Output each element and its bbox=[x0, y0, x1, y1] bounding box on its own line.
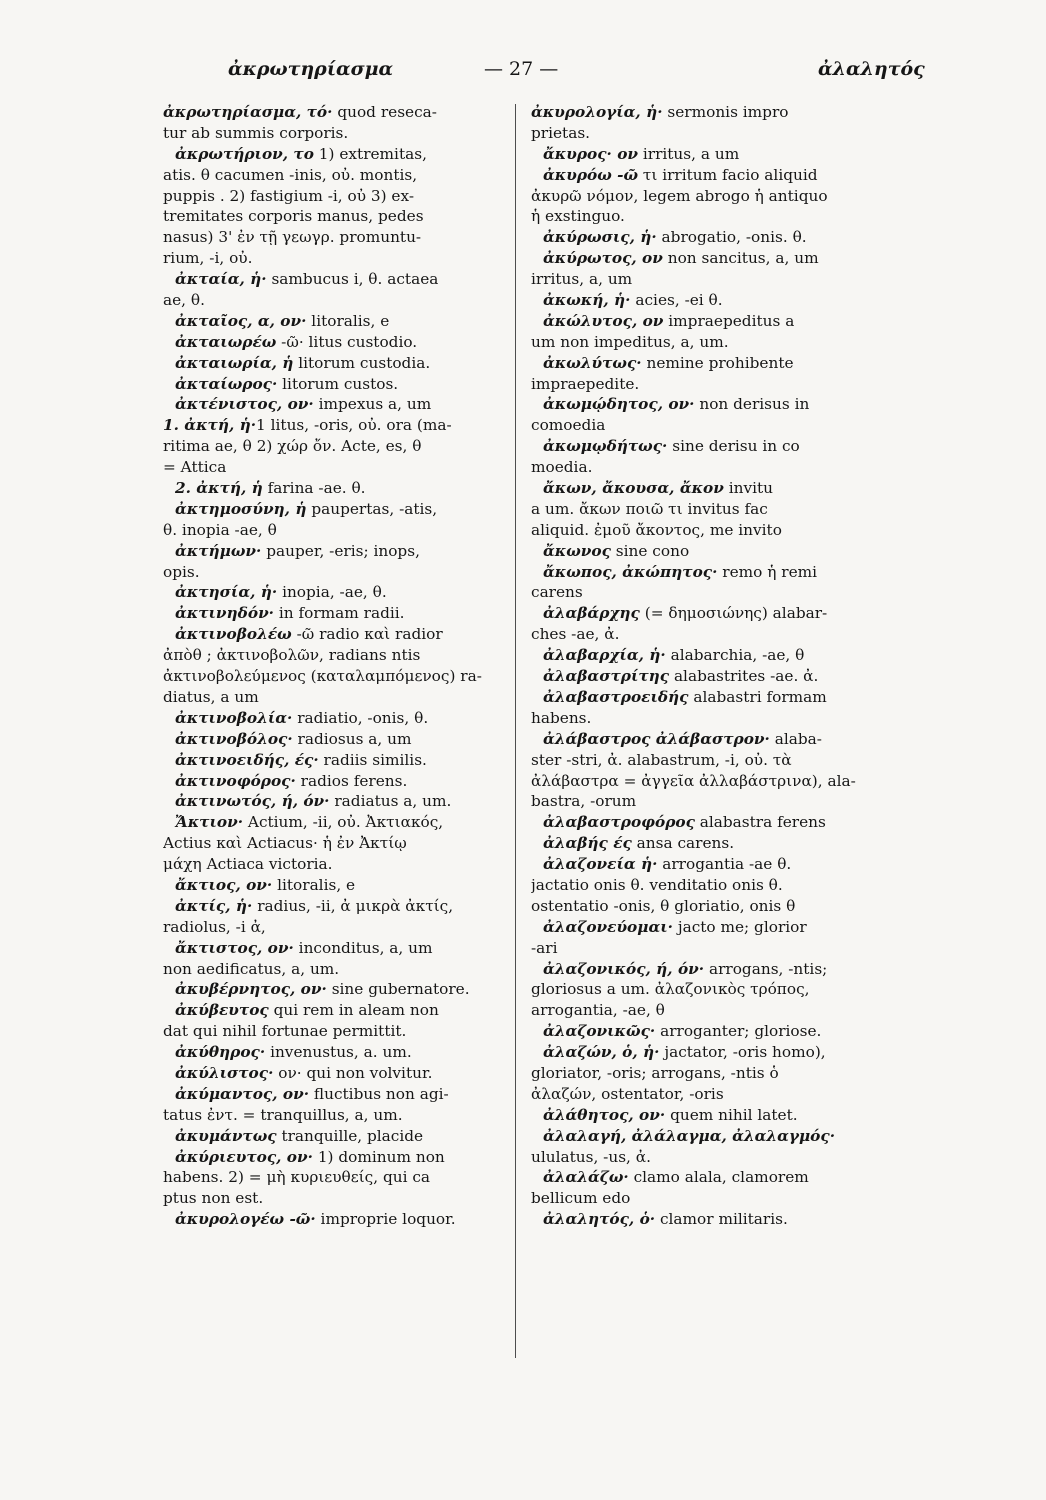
lemma: ἀκύμαντος, ον· bbox=[175, 1084, 310, 1103]
dictionary-line bbox=[163, 165, 509, 186]
gloss: impexus a, um bbox=[313, 395, 432, 414]
lemma: ἄκυρος· ον bbox=[543, 144, 639, 163]
gloss: θ. inopia -ae, θ bbox=[163, 520, 277, 539]
gloss: atis. θ cacumen -inis, οὐ. montis, bbox=[163, 165, 418, 184]
dictionary-line bbox=[531, 666, 885, 687]
gloss: (= δημοσιώνης) alabar- bbox=[639, 604, 828, 623]
lemma: ἀκταιωρία, ἡ bbox=[175, 353, 294, 372]
lemma: ἄκτιος, ον· bbox=[175, 875, 273, 894]
gloss: arrogans, -ntis; bbox=[704, 959, 828, 978]
gloss: radius, -ii, ἀ μικρὰ ἀκτίς, bbox=[252, 896, 454, 915]
dictionary-line bbox=[531, 562, 885, 583]
gloss: remo ἡ remi bbox=[717, 562, 818, 581]
dictionary-line bbox=[163, 854, 509, 875]
lemma: ἀκυρολογία, ἡ· bbox=[531, 103, 663, 121]
lemma: ἀκτημοσύνη, ἡ bbox=[175, 499, 307, 518]
lemma: ἀκτινωτός, ή, όν· bbox=[175, 792, 330, 811]
gloss: rium, -i, οὐ. bbox=[163, 249, 253, 268]
lemma: ἀκώλυτος, ον bbox=[543, 311, 664, 330]
dictionary-line bbox=[163, 123, 509, 144]
dictionary-line bbox=[531, 206, 885, 227]
lemma: ἀκταία, ἡ· bbox=[175, 270, 267, 289]
gloss: invenustus, a. um. bbox=[265, 1043, 412, 1062]
dictionary-line bbox=[531, 582, 885, 603]
dictionary-line bbox=[163, 833, 509, 854]
dictionary-line bbox=[163, 938, 509, 959]
gloss: non aedificatus, a, um. bbox=[163, 959, 340, 978]
dictionary-line bbox=[531, 499, 885, 520]
lemma: ἀκύριευτος, ον· bbox=[175, 1147, 313, 1166]
lemma: ἀλαβής ές bbox=[543, 834, 632, 853]
lemma: ἀκτινοειδής, ές· bbox=[175, 750, 319, 769]
right-column bbox=[531, 102, 885, 1230]
gloss: puppis . 2) fastigium -i, οὐ 3) ex- bbox=[163, 186, 414, 205]
lemma: ἀκωμῳδήτως· bbox=[543, 437, 668, 456]
lemma: ἀκτινοφόρος· bbox=[175, 771, 296, 790]
gloss: ansa carens. bbox=[631, 834, 735, 853]
dictionary-line bbox=[163, 436, 509, 457]
header-left-headword: ἀκρωτηρίασμα bbox=[228, 58, 394, 80]
gloss: dat qui nihil fortunae permittit. bbox=[163, 1022, 407, 1041]
gloss: habens. bbox=[531, 708, 592, 727]
gloss: aliquid. ἐμοῦ ἄκοντος, me invito bbox=[531, 520, 782, 539]
gloss: ptus non est. bbox=[163, 1189, 264, 1208]
dictionary-line bbox=[531, 1021, 885, 1042]
header-right-headword: ἀλαλητός bbox=[818, 58, 925, 80]
dictionary-line bbox=[531, 1188, 885, 1209]
gloss: tatus ἐντ. = tranquillus, a, um. bbox=[163, 1105, 403, 1124]
lemma: 1. ἀκτή, ἡ· bbox=[163, 416, 257, 435]
lemma: ἀλαζών, ὁ, ἡ· bbox=[543, 1043, 660, 1062]
gloss: litoralis, e bbox=[272, 875, 356, 894]
gloss: abrogatio, -onis. θ. bbox=[656, 228, 807, 247]
gloss: um non impeditus, a, um. bbox=[531, 332, 729, 351]
dictionary-line bbox=[531, 854, 885, 875]
dictionary-line bbox=[531, 186, 885, 207]
dictionary-line bbox=[531, 708, 885, 729]
left-column bbox=[163, 102, 509, 1230]
gloss: ae, θ. bbox=[163, 291, 205, 310]
gloss: 1) extremitas, bbox=[313, 144, 427, 163]
dictionary-line bbox=[531, 248, 885, 269]
lemma: Ἄκτιον· bbox=[175, 813, 244, 832]
lemma: ἀλαλητός, ὁ· bbox=[543, 1210, 656, 1229]
gloss: tranquille, placide bbox=[276, 1126, 424, 1145]
gloss: ululatus, -us, ἀ. bbox=[531, 1147, 651, 1166]
dictionary-line bbox=[531, 227, 885, 248]
dictionary-line bbox=[163, 603, 509, 624]
gloss: clamo alala, clamorem bbox=[628, 1168, 809, 1187]
gloss: radiatus a, um. bbox=[329, 792, 452, 811]
dictionary-line bbox=[531, 436, 885, 457]
gloss: habens. 2) = μὴ κυριευθείς, qui ca bbox=[163, 1168, 431, 1187]
dictionary-line bbox=[163, 1063, 509, 1084]
dictionary-line bbox=[531, 374, 885, 395]
gloss: Actius καὶ Actiacus· ἡ ἐν Ἀκτίῳ bbox=[163, 834, 407, 853]
dictionary-line bbox=[163, 290, 509, 311]
dictionary-line bbox=[163, 1000, 509, 1021]
dictionary-line bbox=[531, 311, 885, 332]
gloss: improprie loquor. bbox=[315, 1210, 456, 1229]
gloss: jactator, -oris homo), bbox=[659, 1043, 826, 1062]
dictionary-line bbox=[531, 938, 885, 959]
lemma: ἀκτησία, ἡ· bbox=[175, 583, 278, 602]
dictionary-line bbox=[531, 541, 885, 562]
gloss: prietas. bbox=[531, 123, 591, 142]
dictionary-line bbox=[163, 562, 509, 583]
dictionary-line bbox=[163, 227, 509, 248]
dictionary-line bbox=[531, 1209, 885, 1230]
lemma: ἀλαλάζω· bbox=[543, 1168, 629, 1187]
dictionary-line bbox=[163, 791, 509, 812]
lemma: ἀλαβαστροφόρος bbox=[543, 813, 695, 832]
gloss: impraepedite. bbox=[531, 374, 640, 393]
lemma: ἀκύρωσις, ἡ· bbox=[543, 228, 657, 247]
lemma: ἀκτινοβολέω bbox=[175, 625, 292, 644]
lemma: 2. ἀκτή, ἡ bbox=[175, 479, 263, 498]
gloss: jacto me; glorior bbox=[672, 917, 807, 936]
gloss: alabastri formam bbox=[688, 687, 827, 706]
gloss: pauper, -eris; inops, bbox=[261, 541, 420, 560]
gloss: paupertas, -atis, bbox=[306, 499, 438, 518]
lemma: ἀκταῖος, α, ον· bbox=[175, 311, 307, 330]
lemma: ἄκωπος, ἀκώπητος· bbox=[543, 562, 718, 581]
dictionary-line bbox=[531, 394, 885, 415]
running-header bbox=[0, 58, 1046, 94]
lemma: ἀκωμῴδητος, ον· bbox=[543, 395, 695, 414]
gloss: alaba- bbox=[769, 729, 822, 748]
lemma: ἀλαζονικῶς· bbox=[543, 1022, 656, 1041]
lemma: ἀκτινοβόλος· bbox=[175, 729, 293, 748]
dictionary-line bbox=[531, 687, 885, 708]
lemma: ἀλαζονεία ἡ· bbox=[543, 855, 658, 874]
dictionary-line bbox=[163, 541, 509, 562]
lemma: ἀλάθητος, ον· bbox=[543, 1105, 666, 1124]
gloss: -ῶ· litus custodio. bbox=[276, 332, 418, 351]
lemma: ἀκρωτηρίασμα, τό· bbox=[163, 103, 333, 121]
dictionary-line bbox=[531, 415, 885, 436]
gloss: farina -ae. θ. bbox=[262, 479, 366, 498]
gloss: 1) dominum non bbox=[312, 1147, 445, 1166]
dictionary-line bbox=[163, 624, 509, 645]
gloss: fluctibus non agi- bbox=[309, 1084, 449, 1103]
lemma: ἄκων, ἄκουσα, ἄκον bbox=[543, 479, 724, 498]
gloss: sine gubernatore. bbox=[326, 980, 470, 999]
gloss: clamor militaris. bbox=[655, 1210, 788, 1229]
gloss: litorum custos. bbox=[277, 374, 399, 393]
lemma: ἀκυρόω -ῶ bbox=[543, 165, 639, 184]
dictionary-line bbox=[163, 917, 509, 938]
gloss: nasus) 3' ἐν τῇ γεωγρ. promuntu- bbox=[163, 228, 422, 247]
dictionary-line bbox=[163, 1084, 509, 1105]
gloss: non derisus in bbox=[694, 395, 810, 414]
gloss: sine cono bbox=[610, 541, 690, 560]
dictionary-line bbox=[531, 353, 885, 374]
gloss: arrogantia, -ae, θ bbox=[531, 1001, 665, 1020]
gloss: litoralis, e bbox=[306, 311, 390, 330]
dictionary-line bbox=[531, 896, 885, 917]
dictionary-line bbox=[531, 812, 885, 833]
dictionary-line bbox=[531, 478, 885, 499]
gloss: invitu bbox=[723, 479, 774, 498]
gloss: tur ab summis corporis. bbox=[163, 123, 349, 142]
dictionary-line bbox=[531, 833, 885, 854]
gloss: alabarchia, -ae, θ bbox=[665, 646, 805, 665]
dictionary-line bbox=[531, 457, 885, 478]
lemma: ἀκτινηδόν· bbox=[175, 604, 275, 623]
dictionary-line bbox=[163, 102, 509, 123]
dictionary-line bbox=[163, 708, 509, 729]
dictionary-line bbox=[163, 1042, 509, 1063]
gloss: non sancitus, a, um bbox=[662, 249, 819, 268]
gloss: quod reseca- bbox=[332, 103, 437, 121]
dictionary-line bbox=[531, 979, 885, 1000]
gloss: τι irritum facio aliquid bbox=[638, 165, 818, 184]
dictionary-line bbox=[163, 687, 509, 708]
dictionary-line bbox=[163, 499, 509, 520]
gloss: diatus, a um bbox=[163, 687, 259, 706]
dictionary-line bbox=[163, 896, 509, 917]
lemma: ἀκυρολογέω -ῶ· bbox=[175, 1210, 316, 1229]
gloss: sine derisu in co bbox=[667, 437, 800, 456]
dictionary-line bbox=[163, 1209, 509, 1230]
dictionary-line bbox=[163, 875, 509, 896]
dictionary-line bbox=[531, 1147, 885, 1168]
gloss: radiatio, -onis, θ. bbox=[292, 708, 429, 727]
gloss: arrogantia -ae θ. bbox=[657, 855, 792, 874]
dictionary-line bbox=[531, 603, 885, 624]
gloss: bastra, -orum bbox=[531, 792, 637, 811]
gloss: moedia. bbox=[531, 458, 593, 477]
dictionary-line bbox=[531, 645, 885, 666]
gloss: radiolus, -i ἀ, bbox=[163, 917, 266, 936]
lemma: ἀλαβαστροειδής bbox=[543, 687, 689, 706]
dictionary-line bbox=[531, 102, 885, 123]
gloss: jactatio onis θ. venditatio onis θ. bbox=[531, 875, 783, 894]
dictionary-line bbox=[163, 582, 509, 603]
lemma: ἀκυβέρνητος, ον· bbox=[175, 980, 327, 999]
lemma: ἀκτίς, ἡ· bbox=[175, 896, 253, 915]
dictionary-line bbox=[163, 729, 509, 750]
dictionary-line bbox=[531, 729, 885, 750]
dictionary-line bbox=[531, 144, 885, 165]
dictionary-line bbox=[163, 666, 509, 687]
dictionary-line bbox=[531, 1167, 885, 1188]
lemma: ἀκτένιστος, ον· bbox=[175, 395, 314, 414]
gloss: in formam radii. bbox=[274, 604, 405, 623]
lemma: ἀκύρωτος, ον bbox=[543, 249, 663, 268]
gloss: impraepeditus a bbox=[663, 311, 795, 330]
dictionary-line bbox=[531, 959, 885, 980]
dictionary-line bbox=[163, 415, 509, 436]
dictionary-line bbox=[163, 959, 509, 980]
gloss: gloriosus a um. ἀλαζονικὸς τρόπος, bbox=[531, 980, 810, 999]
lemma: ἀλάβαστρος ἀλάβαστρον· bbox=[543, 729, 770, 748]
column-divider bbox=[515, 104, 516, 1358]
gloss: 1 litus, -oris, οὐ. ora (ma- bbox=[256, 416, 452, 435]
dictionary-line bbox=[531, 917, 885, 938]
dictionary-line bbox=[163, 332, 509, 353]
lemma: ἀλαζονικός, ή, όν· bbox=[543, 959, 705, 978]
dictionary-line bbox=[163, 1167, 509, 1188]
dictionary-line bbox=[531, 750, 885, 771]
dictionary-line bbox=[163, 353, 509, 374]
dictionary-line bbox=[163, 206, 509, 227]
dictionary-line bbox=[163, 1147, 509, 1168]
gloss: ον· qui non volvitur. bbox=[273, 1063, 433, 1082]
lemma: ἀκταιωρέω bbox=[175, 332, 277, 351]
gloss: irritus, a, um bbox=[531, 270, 633, 289]
gloss: inopia, -ae, θ. bbox=[277, 583, 387, 602]
lemma: ἀκτινοβολία· bbox=[175, 708, 293, 727]
lemma: ἀλαζονεύομαι· bbox=[543, 917, 673, 936]
dictionary-line bbox=[163, 1126, 509, 1147]
dictionary-line bbox=[531, 123, 885, 144]
gloss: radiis similis. bbox=[318, 750, 427, 769]
lemma: ἀλαβαστρίτης bbox=[543, 667, 670, 686]
lemma: ἀκτήμων· bbox=[175, 541, 262, 560]
gloss: μάχη Actiaca victoria. bbox=[163, 855, 333, 874]
dictionary-line bbox=[531, 269, 885, 290]
gloss: -ari bbox=[531, 938, 558, 957]
lemma: ἀκύθηρος· bbox=[175, 1043, 266, 1062]
gloss: ἀπὸθ ; ἀκτινοβολῶν, radians ntis bbox=[163, 646, 421, 665]
gloss: radios ferens. bbox=[295, 771, 408, 790]
dictionary-line bbox=[163, 394, 509, 415]
dictionary-line bbox=[531, 1063, 885, 1084]
lemma: ἀκρωτήριον, το bbox=[175, 144, 314, 163]
gloss: -ῶ radio καὶ radior bbox=[291, 625, 443, 644]
dictionary-line bbox=[163, 374, 509, 395]
dictionary-line bbox=[531, 1105, 885, 1126]
dictionary-line bbox=[531, 875, 885, 896]
gloss: sermonis impro bbox=[662, 103, 789, 121]
gloss: ches -ae, ἀ. bbox=[531, 625, 620, 644]
dictionary-line bbox=[531, 1000, 885, 1021]
gloss: opis. bbox=[163, 562, 200, 581]
dictionary-line bbox=[531, 1084, 885, 1105]
gloss: arroganter; gloriose. bbox=[655, 1022, 822, 1041]
gloss: inconditus, a, um bbox=[293, 938, 433, 957]
gloss: alabastrites -ae. ἀ. bbox=[669, 667, 819, 686]
gloss: comoedia bbox=[531, 416, 606, 435]
dictionary-line bbox=[163, 771, 509, 792]
dictionary-line bbox=[531, 771, 885, 792]
lemma: ἄκωνος bbox=[543, 541, 611, 560]
lemma: ἀλαβάρχης bbox=[543, 604, 640, 623]
dictionary-line bbox=[163, 645, 509, 666]
gloss: alabastra ferens bbox=[694, 813, 826, 832]
dictionary-line bbox=[531, 332, 885, 353]
dictionary-line bbox=[163, 979, 509, 1000]
gloss: qui rem in aleam non bbox=[268, 1001, 439, 1020]
lemma: ἀκυμάντως bbox=[175, 1126, 277, 1145]
gloss: ἀλαζών, ostentator, -oris bbox=[531, 1084, 724, 1103]
dictionary-line bbox=[163, 812, 509, 833]
lemma: ἀκύλιστος· bbox=[175, 1063, 274, 1082]
dictionary-line bbox=[531, 1042, 885, 1063]
gloss: tremitates corporis manus, pedes bbox=[163, 207, 424, 226]
dictionary-line bbox=[531, 165, 885, 186]
dictionary-line bbox=[163, 144, 509, 165]
gloss: ritima ae, θ 2) χώρ ὄν. Acte, es, θ bbox=[163, 437, 422, 456]
gloss: ἡ exstinguo. bbox=[531, 207, 625, 226]
lemma: ἄκτιστος, ον· bbox=[175, 938, 294, 957]
dictionary-line bbox=[531, 624, 885, 645]
lemma: ἀκωλύτως· bbox=[543, 353, 642, 372]
gloss: litorum custodia. bbox=[293, 353, 431, 372]
page-number: — 27 — bbox=[484, 58, 559, 80]
dictionary-line bbox=[163, 269, 509, 290]
gloss: nemine prohibente bbox=[641, 353, 794, 372]
dictionary-line bbox=[531, 520, 885, 541]
gloss: ostentatio -onis, θ gloriatio, onis θ bbox=[531, 896, 796, 915]
dictionary-line bbox=[531, 1126, 885, 1147]
dictionary-line bbox=[163, 478, 509, 499]
gloss: acies, -ei θ. bbox=[630, 291, 723, 310]
gloss: Actium, -ii, οὐ. Ἀκτιακός, bbox=[243, 813, 444, 832]
dictionary-line bbox=[163, 1105, 509, 1126]
dictionary-line bbox=[531, 290, 885, 311]
lemma: ἀκύβευτος bbox=[175, 1001, 269, 1020]
lemma: ἀλαβαρχία, ἡ· bbox=[543, 646, 666, 665]
gloss: bellicum edo bbox=[531, 1189, 631, 1208]
dictionary-line bbox=[163, 311, 509, 332]
gloss: = Attica bbox=[163, 458, 227, 477]
dictionary-line bbox=[531, 791, 885, 812]
dictionary-line bbox=[163, 248, 509, 269]
dictionary-line bbox=[163, 520, 509, 541]
dictionary-line bbox=[163, 1021, 509, 1042]
gloss: ἀλάβαστρα = ἀγγεῖα ἀλλαβάστρινα), ala- bbox=[531, 771, 856, 790]
gloss: carens bbox=[531, 583, 583, 602]
gloss: gloriator, -oris; arrogans, -ntis ὁ bbox=[531, 1063, 779, 1082]
gloss: irritus, a um bbox=[638, 144, 740, 163]
gloss: a um. ἄκων ποιῶ τι invitus fac bbox=[531, 499, 768, 518]
lemma: ἀλαλαγή, ἀλάλαγμα, ἀλαλαγμός· bbox=[543, 1126, 836, 1145]
dictionary-line bbox=[163, 186, 509, 207]
lemma: ἀκωκή, ἡ· bbox=[543, 291, 631, 310]
gloss: ἀκτινοβολεύμενος (καταλαμπόμενος) ra- bbox=[163, 667, 482, 686]
dictionary-line bbox=[163, 1188, 509, 1209]
gloss: sambucus i, θ. actaea bbox=[266, 270, 439, 289]
dictionary-line bbox=[163, 750, 509, 771]
gloss: ster -stri, ἀ. alabastrum, -i, οὐ. τὰ bbox=[531, 750, 792, 769]
gloss: radiosus a, um bbox=[292, 729, 412, 748]
dictionary-line bbox=[163, 457, 509, 478]
gloss: ἀκυρῶ νόμον, legem abrogo ἡ antiquo bbox=[531, 186, 828, 205]
lemma: ἀκταίωρος· bbox=[175, 374, 278, 393]
gloss: quem nihil latet. bbox=[665, 1105, 798, 1124]
